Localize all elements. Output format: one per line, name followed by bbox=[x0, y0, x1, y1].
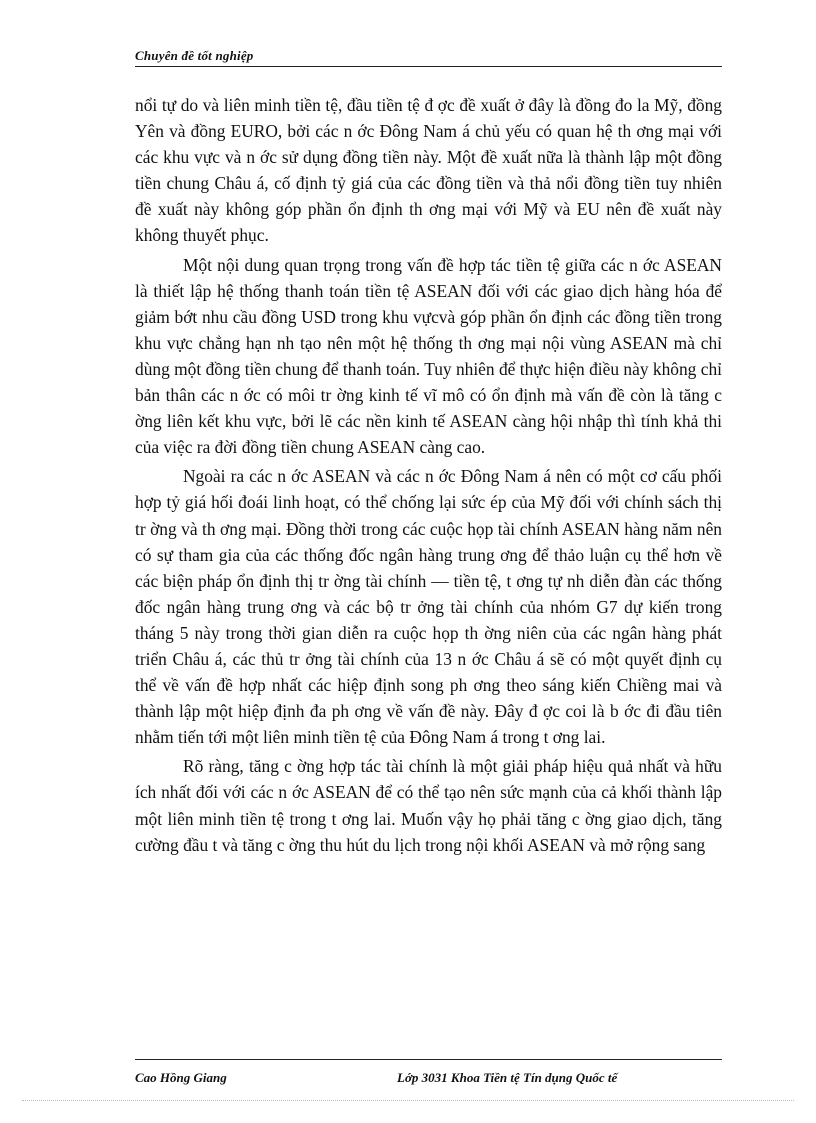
document-body bbox=[135, 92, 722, 861]
paragraph-4: Rõ ràng, tăng c ờng hợp tác tài chính là một giải pháp hiệu quả nhất và hữu ích nhất đối với các n ớc ASEAN để có thể tạo nên sức mạnh của cả khối thành lập một liên minh tiền tệ trong t ơng lai. Muốn vậy họ phải tăng c ờng giao dịch, tăng cường đầu t và tăng c ờng thu hút du lịch trong nội khối ASEAN và mở rộng sang bbox=[135, 756, 722, 855]
paragraph-2: Một nội dung quan trọng trong vấn đề hợp tác tiền tệ giữa các n ớc ASEAN là thiết lập hệ thống thanh toán tiền tệ ASEAN đối với các giao dịch hàng hóa để giảm bớt nhu cầu đồng USD trong khu vựcvà góp phần ổn định các đồng tiền trong khu vực chẳng hạn nh tạo nên một hệ thống th ơng mại nội vùng ASEAN mà chỉ dùng một đồng tiền chung để thanh toán. Tuy nhiên để thực hiện điều này không chỉ bản thân các n ớc có môi tr ờng kinh tế vĩ mô có ổn định mà vấn đề còn là tăng c ờng liên kết khu vực, bởi lẽ các nền kinh tế ASEAN càng hội nhập thì tính khả thi của việc ra đời đồng tiền chung ASEAN càng cao. bbox=[135, 254, 722, 458]
page-header bbox=[135, 46, 722, 67]
footer-class-info: Lớp 3031 Khoa Tiền tệ Tín dụng Quốc tế bbox=[397, 1070, 618, 1085]
header-title: Chuyên đề tốt nghiệp bbox=[135, 48, 254, 63]
page-footer bbox=[135, 1059, 722, 1090]
footer-author: Cao Hồng Giang bbox=[135, 1070, 227, 1085]
page-bottom-divider bbox=[22, 1100, 794, 1101]
paragraph-1: nổi tự do và liên minh tiền tệ, đầu tiền tệ đ ợc đề xuất ở đây là đồng đo la Mỹ, đồng Yên và đồng EURO, bởi các n ớc Đông Nam á chủ yếu có quan hệ th ơng mại với các khu vực và n ớc sử dụng đồng tiền này. Một đề xuất nữa là thành lập một đồng tiền chung Châu á, cố định tỷ giá của các đồng tiền và thả nổi đồng tiền tuy nhiên đề xuất này không góp phần ổn định th ơng mại với Mỹ và EU nên đề xuất này không thuyết phục. bbox=[135, 95, 722, 246]
paragraph-3: Ngoài ra các n ớc ASEAN và các n ớc Đông Nam á nên có một cơ cấu phối hợp tỷ giá hối đoái linh hoạt, có thể chống lại sức ép của Mỹ đối với chính sách thị tr ờng và th ơng mại. Đồng thời trong các cuộc họp tài chính ASEAN hàng năm nên có sự tham gia của các thống đốc ngân hàng trung ơng để thảo luận cụ thể hơn về các biện pháp ổn định thị tr ờng tài chính — tiền tệ, t ơng tự nh diễn đàn các thống đốc ngân hàng trung ơng và các bộ tr ởng tài chính của nhóm G7 dự kiến trong tháng 5 này trong thời gian diễn ra cuộc họp th ờng niên của các ngân hàng phát triển Châu á, các thủ tr ởng tài chính của 13 n ớc Châu á sẽ có một quyết định cụ thể về vấn đề hợp nhất các hiệp định song ph ơng theo sáng kiến Chiềng mai và thành lập một hiệp định đa ph ơng về vấn đề này. Đây đ ợc coi là b ớc đi đầu tiên nhằm tiến tới một liên minh tiền tệ của Đông Nam á trong t ơng lai. bbox=[135, 466, 722, 748]
